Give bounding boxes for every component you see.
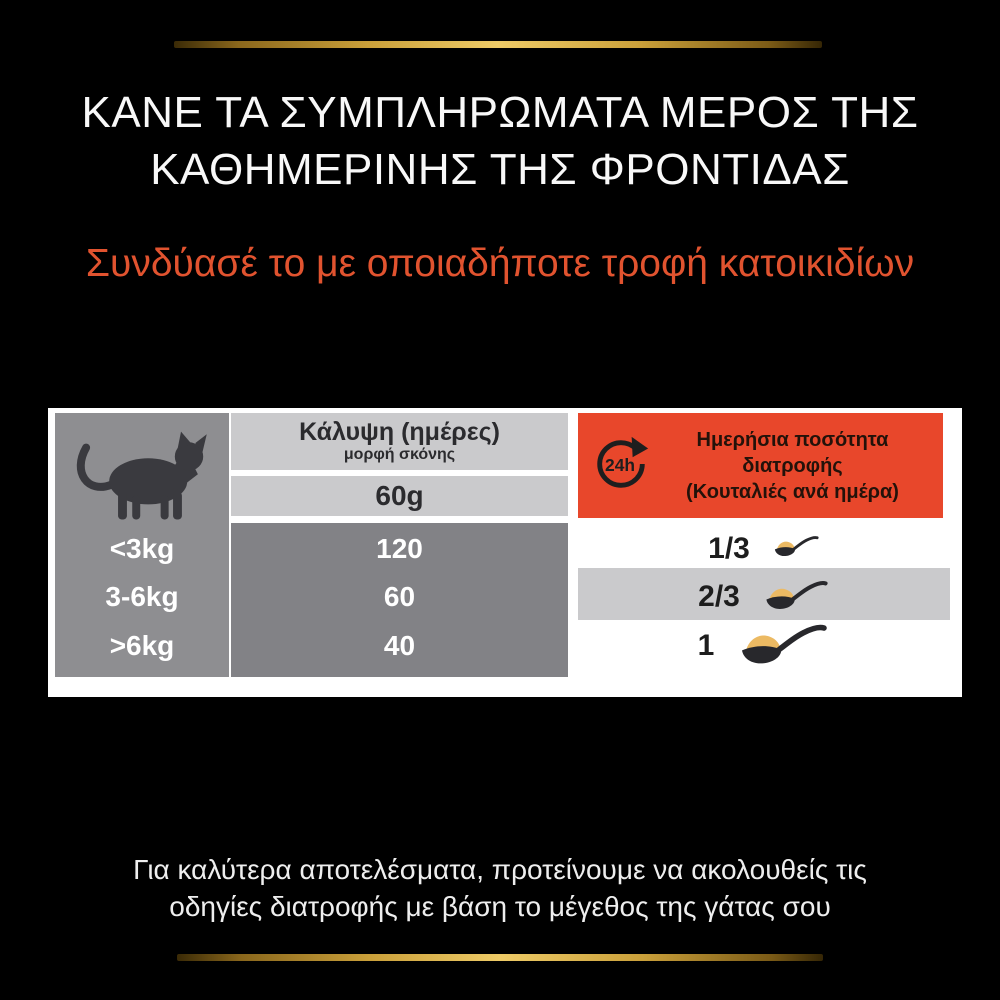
daily-spoons-row1 — [578, 524, 950, 574]
serving-size-cell: 60g — [231, 476, 568, 516]
daily-amount-line2: διατροφής — [742, 454, 843, 477]
coverage-days-row1: 120 — [376, 533, 423, 564]
daily-amount-line3: (Κουταλιές ανά ημέρα) — [686, 480, 899, 503]
cat-silhouette-icon — [64, 421, 220, 523]
coverage-header — [231, 413, 568, 470]
page-title-line1: ΚΑΝΕ ΤΑ ΣΥΜΠΛΗΡΩΜΑΤΑ ΜΕΡΟΣ ΤΗΣ — [81, 88, 919, 137]
spoon-small-icon — [772, 531, 820, 567]
page-subtitle: Συνδύασέ το με οποιαδήποτε τροφή κατοικιδίων — [85, 242, 915, 285]
spoon-medium-icon — [762, 574, 830, 621]
svg-text:24h: 24h — [605, 454, 636, 475]
spoon-large-icon — [736, 615, 830, 677]
coverage-title: Κάλυψη (ημέρες) — [299, 418, 500, 446]
footer-note — [0, 851, 1000, 925]
top-gold-divider — [174, 41, 822, 48]
weight-label-row1: <3kg — [109, 533, 175, 564]
daily-spoons-row3 — [578, 621, 950, 671]
coverage-days-row2: 60 — [383, 581, 416, 612]
weight-label-row3: >6kg — [109, 630, 175, 661]
daily-amount-line1: Ημερήσια ποσότητα — [696, 428, 889, 451]
coverage-days-row3: 40 — [383, 630, 416, 661]
coverage-form-note: μορφή σκόνης — [343, 446, 456, 463]
page-title-line2: ΚΑΘΗΜΕΡΙΝΗΣ ΤΗΣ ΦΡΟΝΤΙΔΑΣ — [150, 145, 850, 194]
spoon-fraction-row2: 2/3 — [698, 580, 740, 613]
page-title — [0, 84, 1000, 198]
daily-amount-title — [652, 427, 943, 505]
bottom-gold-divider — [177, 954, 823, 961]
footer-note-line1: Για καλύτερα αποτελέσματα, προτείνουμε να ακολουθείς τις — [133, 854, 867, 885]
footer-note-line2: οδηγίες διατροφής με βάση το μέγεθος της γάτας σου — [169, 891, 831, 922]
daily-amount-header — [578, 413, 943, 518]
24h-arrow-icon — [590, 432, 652, 499]
weight-label-row2: 3-6kg — [105, 581, 179, 612]
spoon-fraction-row1: 1/3 — [708, 532, 750, 565]
spoon-fraction-row3: 1 — [697, 629, 715, 662]
feeding-guide-table — [48, 408, 962, 697]
